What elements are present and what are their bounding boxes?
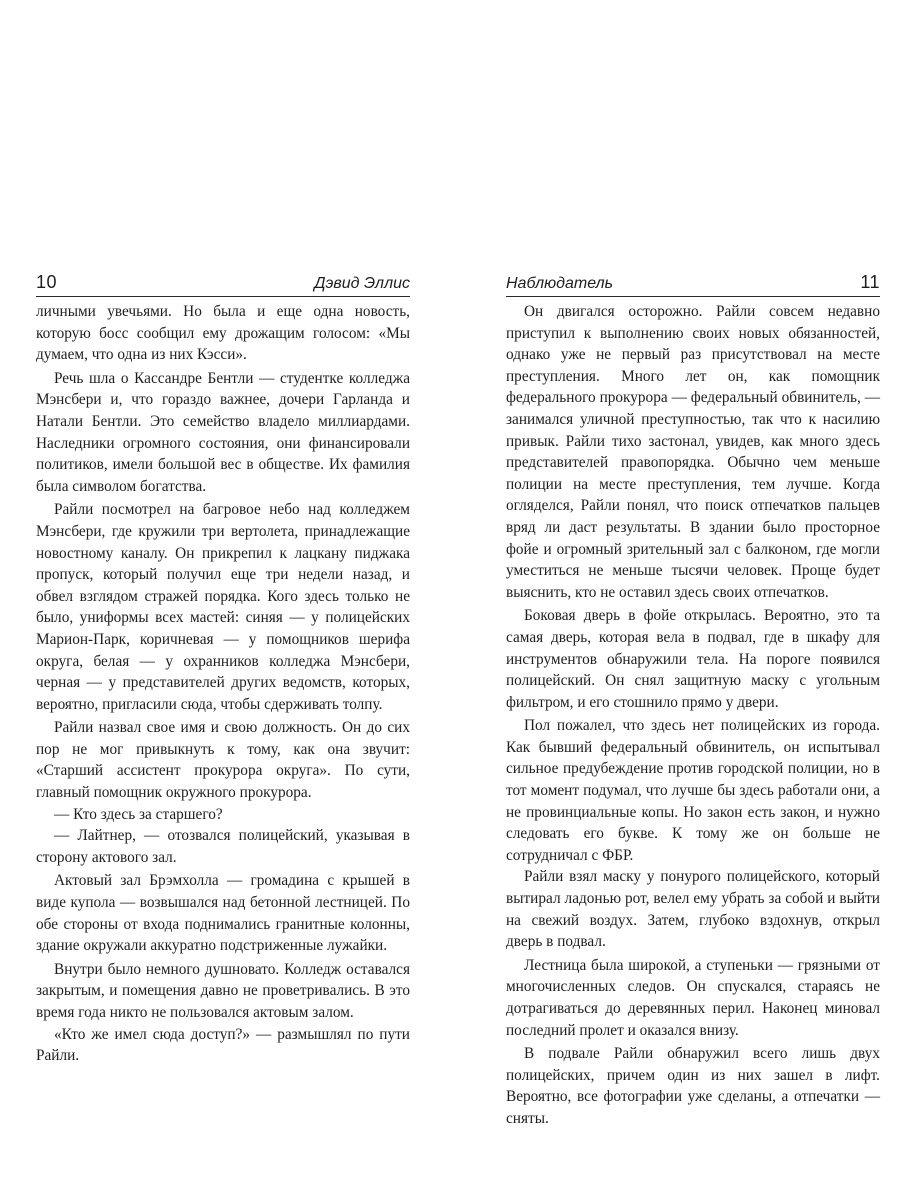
right-page	[506, 270, 880, 1130]
page-number-right: 11	[860, 272, 880, 292]
paragraph: Боковая дверь в фойе открылась. Вероятно, это та самая дверь, которая вела в подвал, где в шкафу для инструментов обнаружили тела. На пороге появился полицейский. Он снял защитную маску с угольным фильтром, и его стошнило прямо у двери.	[506, 607, 880, 711]
author-running-head: Дэвид Эллис	[314, 275, 410, 292]
right-page-text	[506, 301, 880, 1130]
paragraph: Райли назвал свое имя и свою должность. Он до сих пор не мог привыкнуть к тому, как она звучит: «Старший ассистент прокурора округа». По сути, главный помощник окружного прокурора.	[36, 719, 410, 802]
left-running-head	[36, 270, 410, 297]
dialogue-line: — Кто здесь за старшего?	[54, 805, 223, 823]
right-running-head	[506, 270, 880, 297]
page-number-left: 10	[36, 272, 58, 292]
paragraph: личными увечьями. Но была и еще одна новость, которую босс сообщил ему дрожащим голосом: «Мы думаем, что одна из них Кэсси».	[36, 303, 410, 364]
paragraph: В подвале Райли обнаружил всего лишь двух полицейских, причем один из них зашел в лифт. Вероятно, все фотографии уже сделаны, а отпечатки — сняты.	[506, 1045, 880, 1127]
left-page-text	[36, 301, 410, 1067]
paragraph: Внутри было немного душновато. Колледж оставался закрытым, и помещения давно не проветривались. В это время года никто не пользовался актовым залом.	[36, 960, 410, 1021]
paragraph: Райли взял маску у понурого полицейского, который вытирал ладонью рот, велел ему убрать за собой и выйти на свежий воздух. Затем, глубоко вздохнув, открыл дверь в подвал.	[506, 868, 880, 951]
paragraph: Актовый зал Брэмхолла — громадина с крышей в виде купола — возвышался над бетонной лестницей. По обе стороны от входа поднимались гранитные колонны, здание окружали аккуратно подстриженные лужайки.	[36, 872, 410, 955]
left-page	[36, 270, 410, 1067]
paragraph: Пол пожалел, что здесь нет полицейских из города. Как бывший федеральный обвинитель, он испытывал сильное предубеждение против городской полиции, но в тот момент подумал, что лучше бы здесь работали они, а не провинциальные копы. Но закон есть закон, и нужно следовать его букве. К тому же он больше не сотрудничал с ФБР.	[506, 717, 880, 864]
paragraph: Райли посмотрел на багровое небо над колледжем Мэнсбери, где кружили три вертолета, принадлежащие новостному каналу. Он прикрепил к лацкану пиджака пропуск, который получил еще три недели назад, и обвел взглядом стражей порядка. Кого здесь только не было, униформы всех мастей: синяя — у полицейских Марион-Парк, коричневая — у помощников шерифа округа, белая — у охранников колледжа Мэнсбери, черная — у представителей других ведомств, которых, вероятно, пригласили сюда, чтобы сдерживать толпу.	[36, 501, 410, 713]
paragraph: Речь шла о Кассандре Бентли — студентке колледжа Мэнсбери и, что гораздо важнее, дочери Гарланда и Натали Бентли. Это семейство владело миллиардами. Наследники огромного состояния, они финансировали политиков, имели большой вес в обществе. Их фамилия была символом богатства.	[36, 369, 410, 495]
dialogue-line: — Лайтнер, — отозвался полицейский, указывая в сторону актового зал.	[36, 827, 410, 866]
paragraph: Он двигался осторожно. Райли совсем недавно приступил к выполнению своих новых обязанностей, однако уже не первый раз присутствовал на месте преступления. Много лет он, как помощник федерального прокурора — федеральный обвинитель, — занимался уличной преступностью, так что к насилию привык. Райли тихо застонал, увидев, как много здесь представителей правопорядка. Обычно чем меньше полиции на месте преступления, тем лучше. Когда огляделся, Райли понял, что поиск отпечатков пальцев вряд ли даст результаты. В здании было просторное фойе и огромный зрительный зал с балконом, где могли уместиться не меньше тысячи человек. Проще будет выяснить, кто не оставил здесь своих отпечатков.	[506, 303, 880, 601]
book-title-running-head: Наблюдатель	[506, 275, 614, 292]
paragraph: «Кто же имел сюда доступ?» — размышлял по пути Райли.	[36, 1025, 410, 1065]
paragraph: Лестница была широкой, а ступеньки — грязными от многочисленных следов. Он спускался, стараясь не дотрагиваться до деревянных перил. Наконец миновал последний пролет и оказался внизу.	[506, 956, 880, 1039]
